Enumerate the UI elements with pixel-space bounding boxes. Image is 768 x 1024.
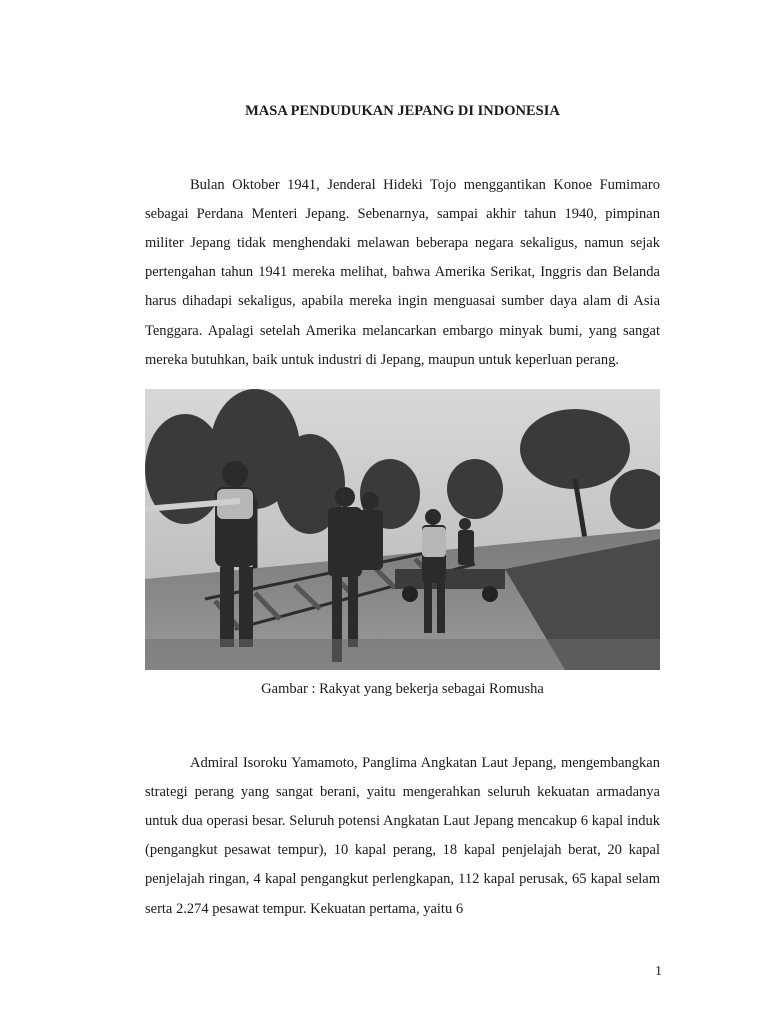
- document-title: MASA PENDUDUKAN JEPANG DI INDONESIA: [245, 103, 560, 119]
- romusha-photo-illustration: [145, 389, 660, 670]
- paragraph-2: Admiral Isoroku Yamamoto, Panglima Angkatan Laut Jepang, mengembangkan strategi perang yang sangat berani, yaitu mengerahkan seluruh kekuatan armadanya untuk dua operasi besar. Seluruh potensi Angkatan Laut Jepang mencakup 6 kapal induk (pengangkut pesawat tempur), 10 kapal perang, 18 kapal penjelajah berat, 20 kapal penjelajah ringan, 4 kapal pengangkut perlengkapan, 112 kapal perusak, 65 kapal selam serta 2.274 pesawat tempur. Kekuatan pertama, yaitu 6: [145, 754, 660, 917]
- figure-caption: Gambar : Rakyat yang bekerja sebagai Romusha: [261, 681, 544, 697]
- paragraph-1: Bulan Oktober 1941, Jenderal Hideki Tojo menggantikan Konoe Fumimaro sebagai Perdana Menteri Jepang. Sebenarnya, sampai akhir tahun 1940, pimpinan militer Jepang tidak menghendaki melawan beberapa negara sekaligus, namun sejak pertengahan tahun 1941 mereka melihat, bahwa Amerika Serikat, Inggris dan Belanda harus dihadapi sekaligus, apabila mereka ingin menguasai sumber daya alam di Asia Tenggara. Apalagi setelah Amerika melancarkan embargo minyak bumi, yang sangat mereka butuhkan, baik untuk industri di Jepang, maupun untuk keperluan perang.: [145, 176, 660, 368]
- page-number: 1: [655, 964, 662, 979]
- romusha-photo: [145, 389, 660, 670]
